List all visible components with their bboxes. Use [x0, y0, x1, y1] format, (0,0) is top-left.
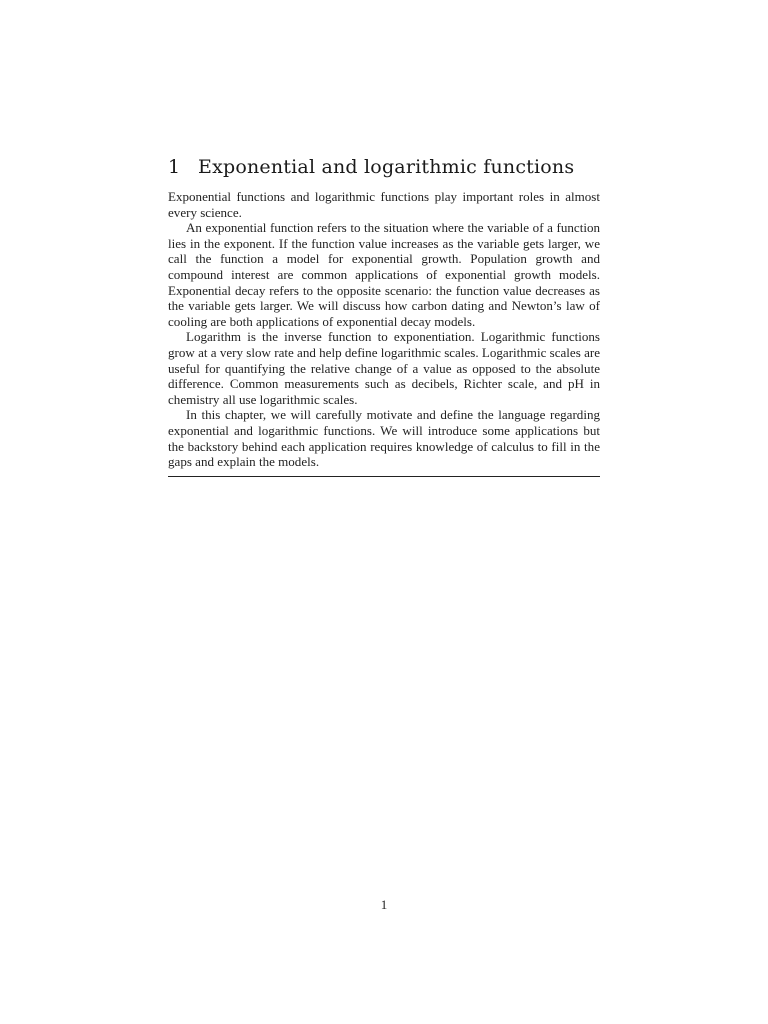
section-heading: [168, 156, 600, 178]
paragraph-chapter-overview: In this chapter, we will carefully motivate and define the language regarding exponential and logarithmic functions. We will introduce some applications but the backstory behind each application requires knowledge of calculus to fill in the gaps and explain the models.: [168, 407, 600, 470]
paragraph-logarithm: Logarithm is the inverse function to exponentiation. Logarithmic functions grow at a very slow rate and help define logarithmic scales. Logarithmic scales are useful for quantifying the relative change of a value as opposed to the absolute difference. Common measurements such as decibels, Richter scale, and pH in chemistry all use logarithmic scales.: [168, 329, 600, 407]
section-title: Exponential and logarithmic functions: [198, 156, 575, 178]
paragraph-exponential: An exponential function refers to the situation where the variable of a function lies in the exponent. If the function value increases as the variable gets larger, we call the function a model for exponential growth. Population growth and compound interest are common applications of exponential growth models. Exponential decay refers to the opposite scenario: the function value decreases as the variable gets larger. We will discuss how carbon dating and Newton’s law of cooling are both applications of exponential decay models.: [168, 220, 600, 329]
section-body: [168, 189, 600, 470]
document-page: [168, 0, 600, 1024]
section-number: 1: [168, 156, 181, 178]
paragraph-intro: Exponential functions and logarithmic functions play important roles in almost every science.: [168, 189, 600, 220]
section-end-rule: [168, 476, 600, 477]
page-number: 1: [380, 897, 388, 912]
